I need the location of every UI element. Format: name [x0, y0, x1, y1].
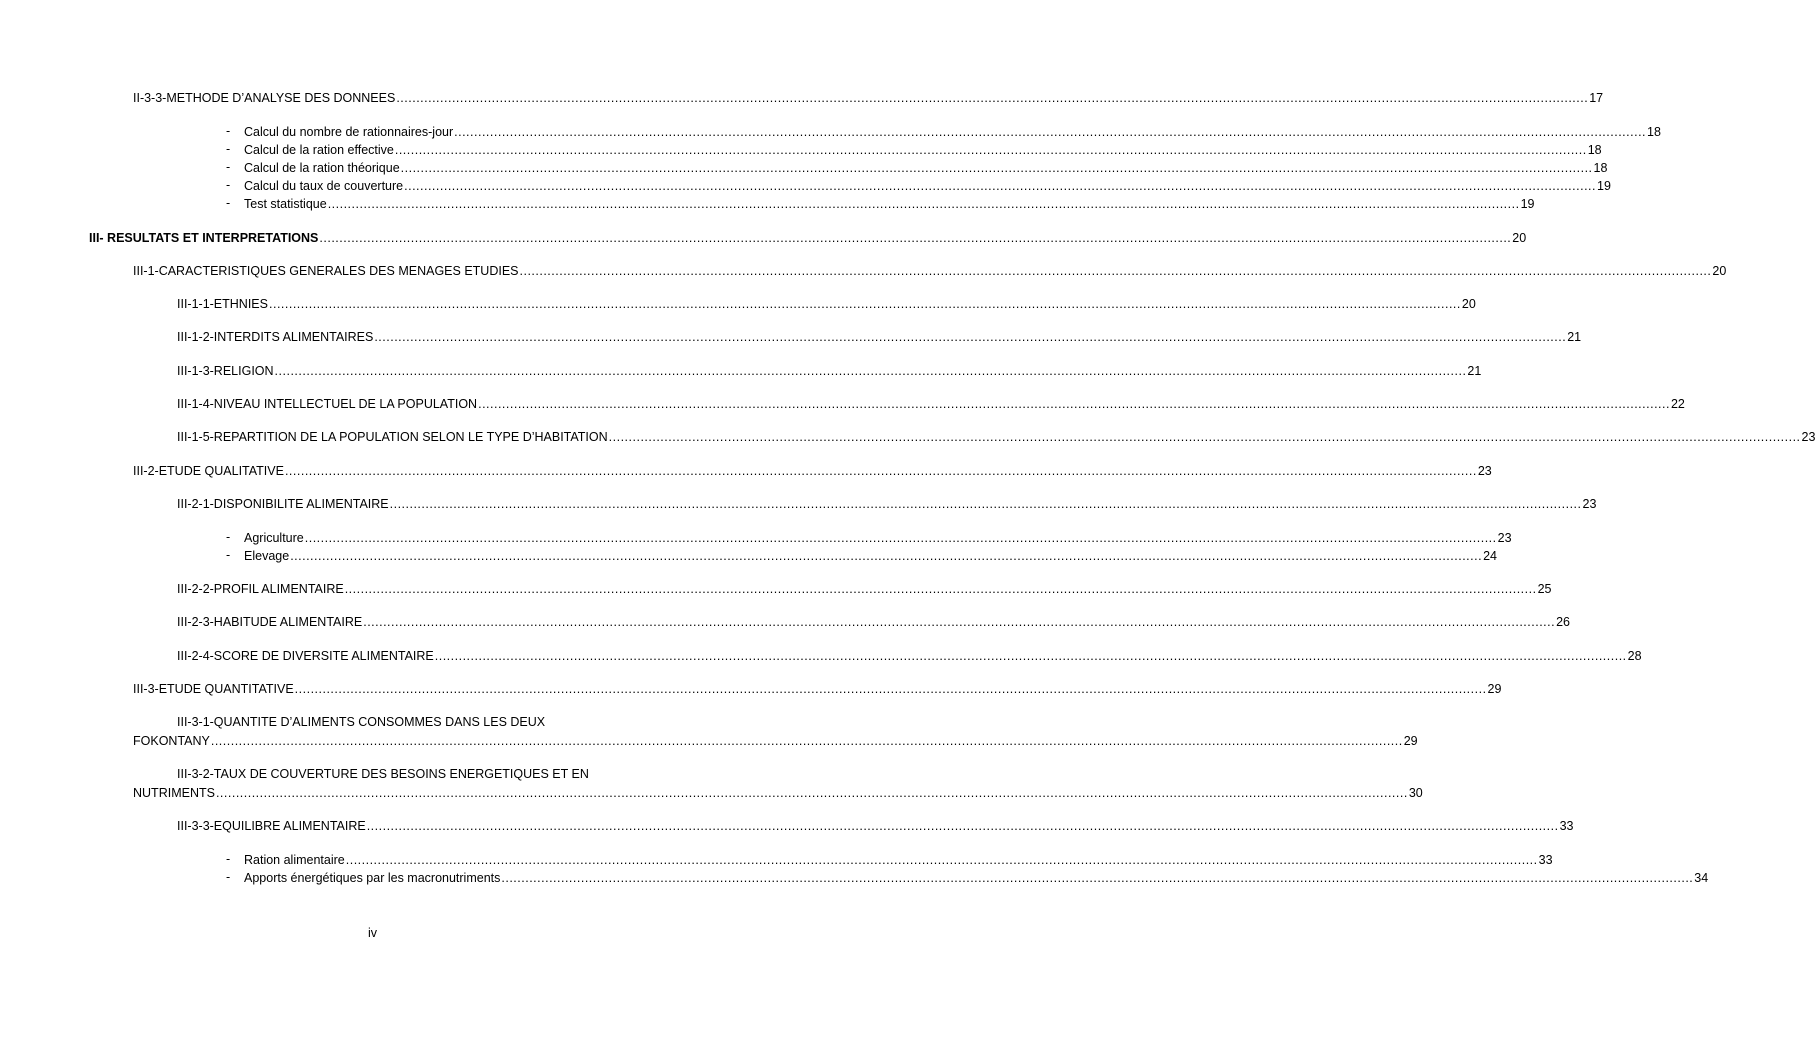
toc-entry-label: II-3-3-METHODE D’ANALYSE DES DONNEES — [133, 91, 396, 105]
toc-entry-label: Calcul du taux de couverture — [244, 179, 404, 193]
toc-entry-page: 23 — [1801, 430, 1815, 444]
toc-entry-label: III-1-4-NIVEAU INTELLECTUEL DE LA POPULATION — [177, 397, 478, 411]
toc-leader: ............................................................................................................................................................................................................................................................................................................ — [210, 734, 1403, 748]
toc-entry[interactable] — [177, 329, 1582, 345]
toc-entry-page: 21 — [1467, 364, 1482, 378]
toc-leader: ............................................................................................................................................................................................................................................................................................................ — [394, 143, 1587, 157]
toc-leader: ............................................................................................................................................................................................................................................................................................................ — [284, 464, 1477, 478]
toc-leader: ............................................................................................................................................................................................................................................................................................................ — [608, 430, 1801, 444]
toc-entry[interactable] — [244, 852, 1553, 868]
toc-entry-page: 23 — [1497, 531, 1512, 545]
toc-leader: ............................................................................................................................................................................................................................................................................................................ — [389, 497, 1582, 511]
toc-entry[interactable] — [244, 142, 1602, 158]
toc-entry-page: 21 — [1567, 330, 1582, 344]
toc-entry[interactable] — [244, 196, 1535, 212]
toc-leader: ............................................................................................................................................................................................................................................................................................................ — [366, 819, 1559, 833]
list-bullet: - — [226, 852, 231, 866]
toc-entry[interactable] — [244, 530, 1512, 546]
toc-entry[interactable] — [133, 785, 1423, 801]
toc-leader: ............................................................................................................................................................................................................................................................................................................ — [404, 179, 1596, 193]
toc-entry-page: 24 — [1483, 549, 1497, 563]
toc-entry[interactable] — [177, 296, 1476, 312]
toc-leader: ............................................................................................................................................................................................................................................................................................................ — [304, 531, 1497, 545]
toc-leader: ............................................................................................................................................................................................................................................................................................................ — [290, 549, 1483, 563]
toc-entry-page: 19 — [1597, 179, 1611, 193]
toc-entry-label: III- RESULTATS ET INTERPRETATIONS — [89, 231, 319, 245]
toc-entry[interactable] — [244, 160, 1608, 176]
toc-entry-page: 22 — [1670, 397, 1685, 411]
toc-leader: ............................................................................................................................................................................................................................................................................................................ — [319, 231, 1512, 245]
toc-entry-label: Test statistique — [244, 197, 327, 211]
toc-entry[interactable] — [133, 463, 1492, 479]
toc-entry-page: 20 — [1512, 231, 1527, 245]
list-bullet: - — [226, 548, 231, 562]
list-bullet: - — [226, 530, 231, 544]
toc-entry-page: 33 — [1559, 819, 1574, 833]
toc-leader: ............................................................................................................................................................................................................................................................................................................ — [400, 161, 1593, 175]
toc-entry-label: III-1-CARACTERISTIQUES GENERALES DES MENAGES ETUDIES — [133, 264, 519, 278]
toc-entry-chapter[interactable] — [89, 230, 1527, 246]
toc-entry-label: III-2-2-PROFIL ALIMENTAIRE — [177, 582, 344, 596]
toc-entry[interactable] — [177, 363, 1482, 379]
toc-entry-label: III-3-ETUDE QUANTITATIVE — [133, 682, 294, 696]
toc-entry[interactable] — [177, 496, 1597, 512]
list-bullet: - — [226, 142, 231, 156]
toc-leader: ............................................................................................................................................................................................................................................................................................................ — [396, 91, 1589, 105]
toc-leader: ............................................................................................................................................................................................................................................................................................................ — [501, 871, 1694, 885]
toc-entry-page: 25 — [1537, 582, 1552, 596]
toc-entry-page: 23 — [1582, 497, 1597, 511]
toc-entry[interactable] — [133, 733, 1418, 749]
toc-entry-label: III-3-2-TAUX DE COUVERTURE DES BESOINS ENERGETIQUES ET EN — [177, 767, 589, 781]
toc-entry-label: Agriculture — [244, 531, 304, 545]
toc-entry-label: III-1-1-ETHNIES — [177, 297, 268, 311]
toc-entry-label: III-1-3-RELIGION — [177, 364, 274, 378]
toc-leader: ............................................................................................................................................................................................................................................................................................................ — [215, 786, 1408, 800]
toc-entry-label: III-1-2-INTERDITS ALIMENTAIRES — [177, 330, 374, 344]
list-bullet: - — [226, 160, 231, 174]
toc-entry-label: III-2-ETUDE QUALITATIVE — [133, 464, 284, 478]
toc-entry-label: III-2-4-SCORE DE DIVERSITE ALIMENTAIRE — [177, 649, 434, 663]
toc-entry-page: 26 — [1556, 615, 1570, 629]
toc-entry[interactable] — [244, 124, 1661, 140]
toc-leader: ............................................................................................................................................................................................................................................................................................................ — [374, 330, 1567, 344]
toc-entry-page: 29 — [1487, 682, 1502, 696]
toc-leader: ............................................................................................................................................................................................................................................................................................................ — [434, 649, 1627, 663]
toc-entry-label: Elevage — [244, 549, 290, 563]
toc-entry-page: 20 — [1712, 264, 1727, 278]
toc-entry-page: 30 — [1408, 786, 1423, 800]
toc-leader: ............................................................................................................................................................................................................................................................................................................ — [519, 264, 1712, 278]
toc-entry-page: 18 — [1593, 161, 1608, 175]
toc-entry-label-continued: NUTRIMENTS — [133, 786, 215, 800]
toc-entry-page: 19 — [1520, 197, 1535, 211]
toc-leader: ............................................................................................................................................................................................................................................................................................................ — [274, 364, 1467, 378]
toc-entry-page: 18 — [1647, 125, 1661, 139]
toc-entry[interactable] — [177, 581, 1552, 597]
toc-entry-page: 20 — [1461, 297, 1476, 311]
list-bullet: - — [226, 196, 231, 210]
toc-entry-label: Calcul de la ration théorique — [244, 161, 400, 175]
toc-entry-page: 33 — [1538, 853, 1553, 867]
toc-entry-label: Ration alimentaire — [244, 853, 345, 867]
toc-entry-page: 29 — [1403, 734, 1418, 748]
toc-entry-label: Calcul du nombre de rationnaires-jour — [244, 125, 454, 139]
toc-entry-page: 23 — [1477, 464, 1492, 478]
toc-entry-page: 18 — [1587, 143, 1602, 157]
toc-entry-label: III-3-1-QUANTITE D’ALIMENTS CONSOMMES DANS LES DEUX — [177, 715, 546, 729]
toc-entry-page: 34 — [1694, 871, 1709, 885]
toc-entry[interactable] — [177, 818, 1574, 834]
toc-leader: ............................................................................................................................................................................................................................................................................................................ — [478, 397, 1670, 411]
toc-entry-page: 17 — [1589, 91, 1604, 105]
toc-leader: ............................................................................................................................................................................................................................................................................................................ — [327, 197, 1520, 211]
toc-entry-label: III-2-1-DISPONIBILITE ALIMENTAIRE — [177, 497, 389, 511]
toc-entry[interactable] — [244, 548, 1497, 564]
toc-entry[interactable] — [133, 90, 1604, 106]
toc-entry[interactable] — [177, 429, 1815, 445]
toc-entry-label: III-3-3-EQUILIBRE ALIMENTAIRE — [177, 819, 366, 833]
toc-entry[interactable] — [177, 648, 1642, 664]
toc-entry-label: Calcul de la ration effective — [244, 143, 394, 157]
toc-leader: ............................................................................................................................................................................................................................................................................................................ — [344, 582, 1537, 596]
list-bullet: - — [226, 870, 231, 884]
toc-leader: ............................................................................................................................................................................................................................................................................................................ — [363, 615, 1556, 629]
toc-leader: ............................................................................................................................................................................................................................................................................................................ — [294, 682, 1487, 696]
toc-entry[interactable] — [133, 681, 1502, 697]
toc-leader: ............................................................................................................................................................................................................................................................................................................ — [345, 853, 1538, 867]
list-bullet: - — [226, 124, 231, 138]
toc-entry[interactable] — [177, 614, 1570, 630]
toc-entry-label: III-1-5-REPARTITION DE LA POPULATION SELON LE TYPE D’HABITATION — [177, 430, 608, 444]
toc-entry-page: 28 — [1627, 649, 1642, 663]
toc-entry-label: Apports énergétiques par les macronutriments — [244, 871, 501, 885]
page-number: iv — [367, 926, 378, 940]
toc-entry[interactable] — [177, 396, 1685, 412]
toc-leader: ............................................................................................................................................................................................................................................................................................................ — [269, 297, 1461, 311]
toc-leader: ............................................................................................................................................................................................................................................................................................................ — [454, 125, 1647, 139]
list-bullet: - — [226, 178, 231, 192]
toc-entry[interactable] — [244, 178, 1611, 194]
toc-entry-label-continued: FOKONTANY — [133, 734, 210, 748]
toc-entry[interactable] — [244, 870, 1709, 886]
toc-entry-label: III-2-3-HABITUDE ALIMENTAIRE — [177, 615, 363, 629]
toc-entry[interactable] — [133, 263, 1727, 279]
